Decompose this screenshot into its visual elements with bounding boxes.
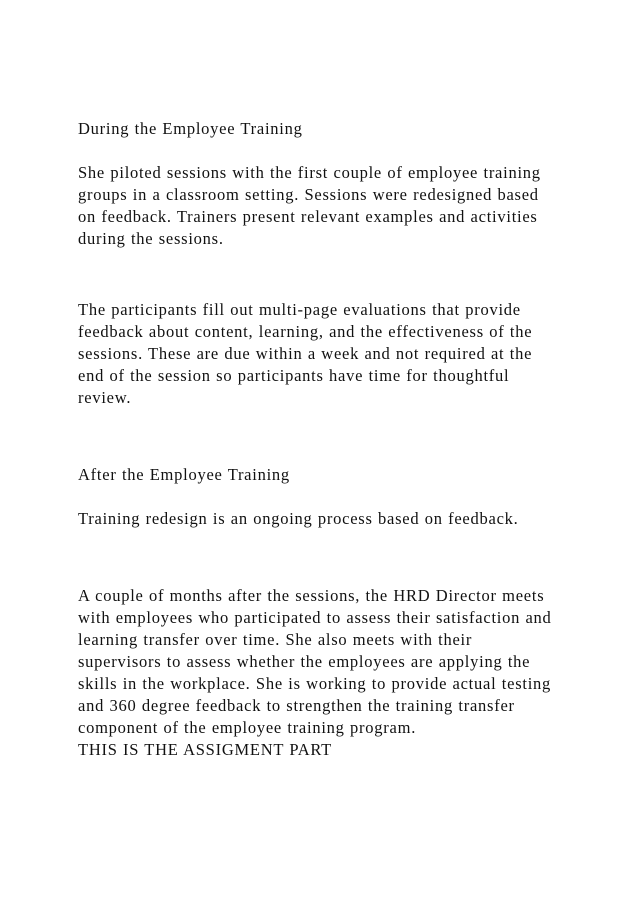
paragraph-line: on feedback. Trainers present relevant examples and activities: [78, 207, 538, 226]
section-heading-after: After the Employee Training: [78, 465, 290, 484]
paragraph-line: component of the employee training program.: [78, 718, 417, 737]
paragraph-line: She piloted sessions with the first couple of employee training: [78, 163, 541, 182]
paragraph-line: end of the session so participants have time for thoughtful: [78, 366, 510, 385]
paragraph-line: review.: [78, 388, 132, 407]
paragraph-line: feedback about content, learning, and the effectiveness of the: [78, 322, 533, 341]
paragraph-line: supervisors to assess whether the employees are applying the: [78, 652, 531, 671]
paragraph-line: The participants fill out multi-page evaluations that provide: [78, 300, 521, 319]
paragraph-line: sessions. These are due within a week and not required at the: [78, 344, 533, 363]
paragraph-line: during the sessions.: [78, 229, 224, 248]
assignment-note: THIS IS THE ASSIGMENT PART: [78, 740, 332, 759]
paragraph-line: skills in the workplace. She is working to provide actual testing: [78, 674, 552, 693]
paragraph-line: Training redesign is an ongoing process based on feedback.: [78, 509, 519, 528]
paragraph-line: with employees who participated to assess their satisfaction and: [78, 608, 552, 627]
paragraph-line: groups in a classroom setting. Sessions were redesigned based: [78, 185, 539, 204]
paragraph-line: learning transfer over time. She also meets with their: [78, 630, 473, 649]
section-heading-during: During the Employee Training: [78, 119, 303, 138]
paragraph-line: and 360 degree feedback to strengthen the training transfer: [78, 696, 515, 715]
paragraph-line: A couple of months after the sessions, the HRD Director meets: [78, 586, 545, 605]
